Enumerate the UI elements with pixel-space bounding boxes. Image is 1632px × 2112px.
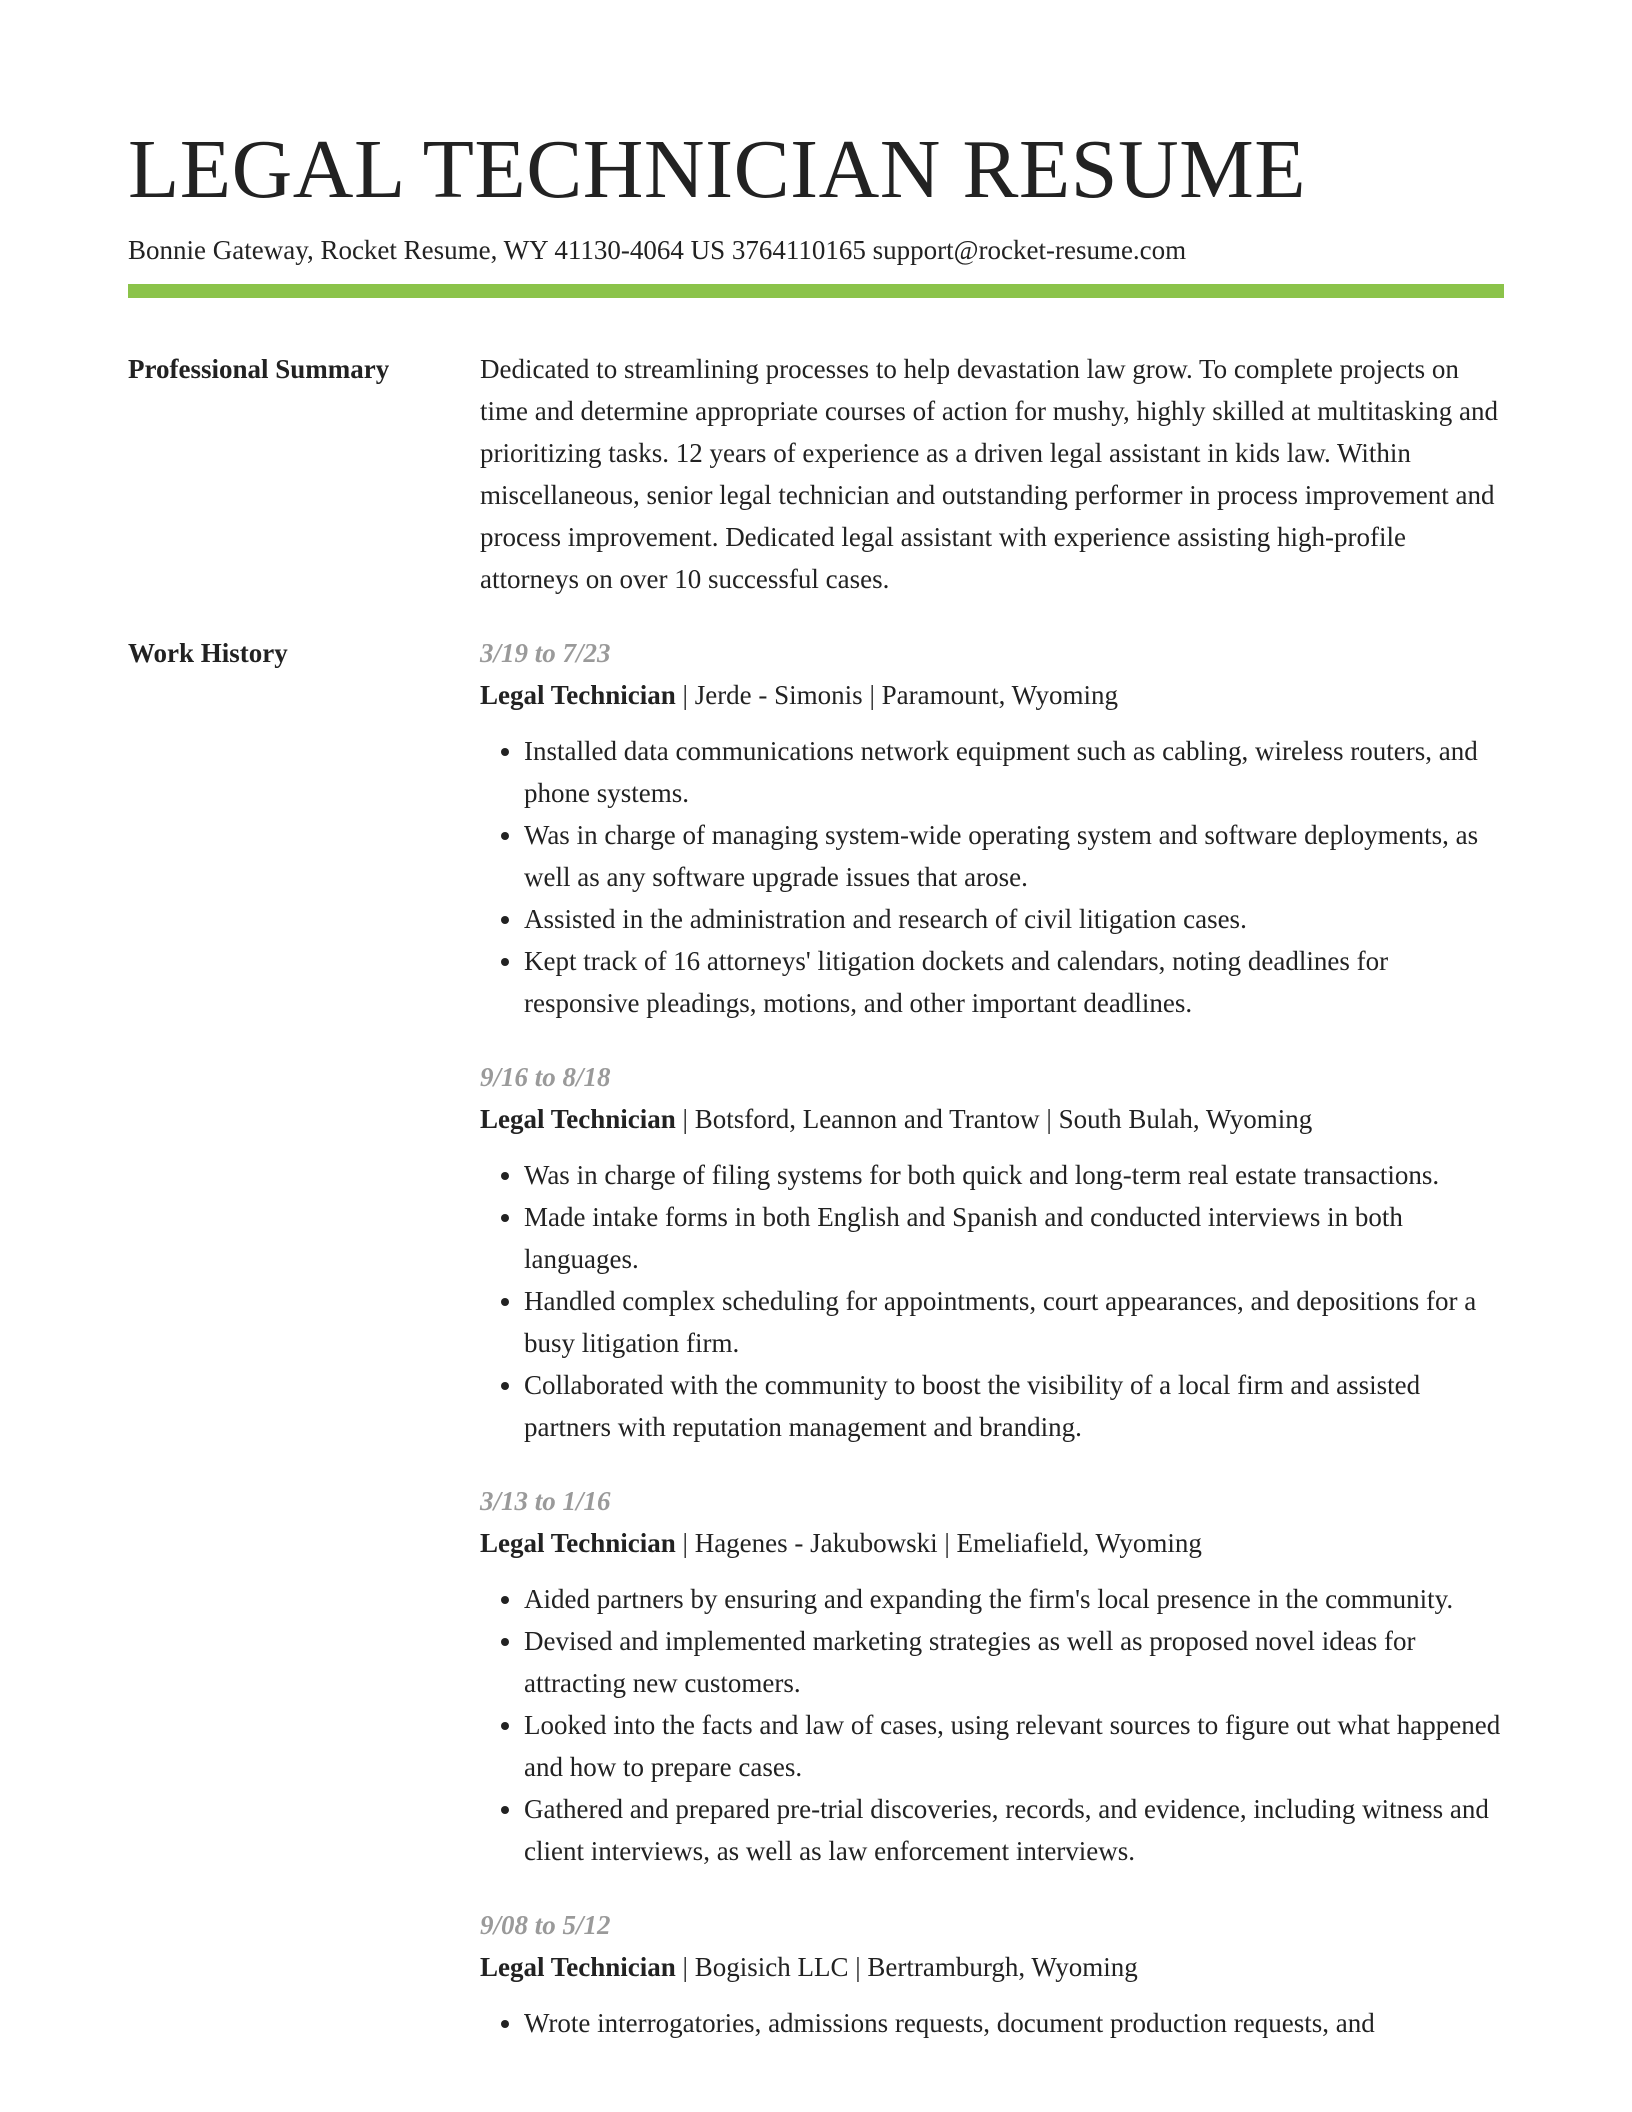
job-heading — [480, 1946, 1504, 1988]
job-entry — [480, 1480, 1504, 1872]
job-dates: 9/08 to 5/12 — [480, 1910, 611, 1940]
job-details: | Bogisich LLC | Bertramburgh, Wyoming — [675, 1952, 1138, 1982]
job-heading — [480, 674, 1504, 716]
job-bullets — [480, 1578, 1504, 1872]
job-details: | Botsford, Leannon and Trantow | South Bulah, Wyoming — [675, 1104, 1313, 1134]
job-bullet: • Wrote interrogatories, admissions requests, document production requests, and — [524, 2002, 1504, 2044]
summary-text: Dedicated to streamlining processes to help devastation law grow. To complete projects on time and determine appropriate courses of action for mushy, highly skilled at multitasking and prioritizing tasks. 12 years of experience as a driven legal assistant in kids law. Within miscellaneous, senior legal technician and outstanding performer in process improvement and process improvement. Dedicated legal assistant with experience assisting high-profile attorneys on over 10 successful cases. — [480, 354, 1498, 594]
job-bullet: • Made intake forms in both English and Spanish and conducted interviews in both languages. — [524, 1196, 1504, 1280]
job-bullet: • Assisted in the administration and research of civil litigation cases. — [524, 898, 1504, 940]
job-title: Legal Technician — [480, 1104, 676, 1134]
job-details: | Hagenes - Jakubowski | Emeliafield, Wyoming — [675, 1528, 1202, 1558]
job-entry — [480, 632, 1504, 1024]
job-bullet: • Handled complex scheduling for appointments, court appearances, and depositions for a busy litigation firm. — [524, 1280, 1504, 1364]
accent-divider — [128, 284, 1504, 298]
summary-section — [128, 348, 1504, 600]
job-details: | Jerde - Simonis | Paramount, Wyoming — [675, 680, 1118, 710]
job-bullet: • Kept track of 16 attorneys' litigation dockets and calendars, noting deadlines for responsive pleadings, motions, and other important deadlines. — [524, 940, 1504, 1024]
job-entry — [480, 1904, 1504, 2044]
job-bullet: • Devised and implemented marketing strategies as well as proposed novel ideas for attracting new customers. — [524, 1620, 1504, 1704]
job-bullet: • Aided partners by ensuring and expanding the firm's local presence in the community. — [524, 1578, 1504, 1620]
job-title: Legal Technician — [480, 680, 676, 710]
job-bullet: • Installed data communications network equipment such as cabling, wireless routers, and phone systems. — [524, 730, 1504, 814]
job-heading — [480, 1098, 1504, 1140]
job-bullets — [480, 2002, 1504, 2044]
job-dates: 3/19 to 7/23 — [480, 638, 611, 668]
contact-line: Bonnie Gateway, Rocket Resume, WY 41130-4064 US 3764110165 support@rocket-resume.com — [128, 235, 1187, 265]
job-bullet: • Gathered and prepared pre-trial discoveries, records, and evidence, including witness and client interviews, as well as law enforcement interviews. — [524, 1788, 1504, 1872]
work-history-list — [480, 632, 1504, 2076]
work-history-label: Work History — [128, 638, 288, 668]
resume-title: LEGAL TECHNICIAN RESUME — [128, 123, 1307, 216]
job-heading — [480, 1522, 1504, 1564]
job-bullet: • Collaborated with the community to boost the visibility of a local firm and assisted partners with reputation management and branding. — [524, 1364, 1504, 1448]
summary-label: Professional Summary — [128, 354, 390, 384]
job-dates: 9/16 to 8/18 — [480, 1062, 611, 1092]
resume-page — [128, 0, 1504, 2076]
job-title: Legal Technician — [480, 1952, 676, 1982]
job-bullets — [480, 1154, 1504, 1448]
job-dates: 3/13 to 1/16 — [480, 1486, 611, 1516]
job-bullet: • Looked into the facts and law of cases, using relevant sources to figure out what happened and how to prepare cases. — [524, 1704, 1504, 1788]
job-title: Legal Technician — [480, 1528, 676, 1558]
job-bullet: • Was in charge of filing systems for both quick and long-term real estate transactions. — [524, 1154, 1504, 1196]
job-bullet: • Was in charge of managing system-wide operating system and software deployments, as well as any software upgrade issues that arose. — [524, 814, 1504, 898]
job-bullets — [480, 730, 1504, 1024]
job-entry — [480, 1056, 1504, 1448]
work-history-section — [128, 632, 1504, 2076]
